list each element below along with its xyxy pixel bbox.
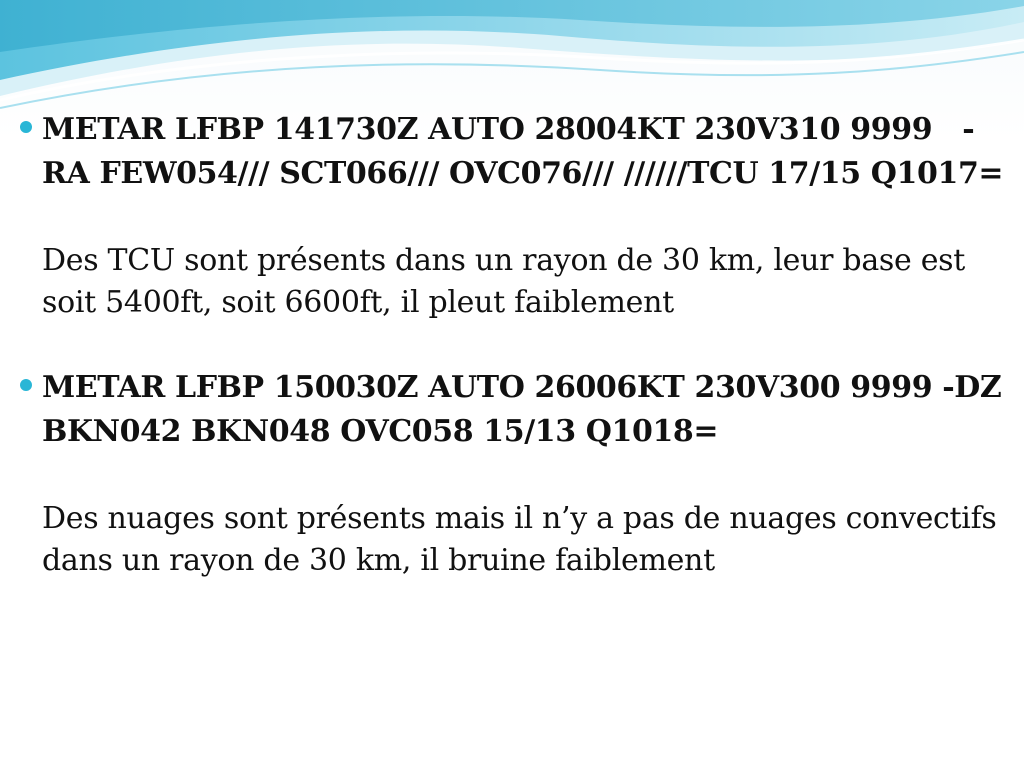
metar-code: METAR LFBP 141730Z AUTO 28004KT 230V310 9999 -RA FEW054/// SCT066/// OVC076/// //////TCU 17/15 Q1017= [42,112,1004,191]
content-area [18,108,1012,582]
metar-explanation: Des nuages sont présents mais il n’y a pas de nuages convectifs dans un rayon de 30 km, il bruine faiblement [42,501,997,578]
bullet-item-1 [18,108,1008,324]
metar-code: METAR LFBP 150030Z AUTO 26006KT 230V300 9999 -DZ BKN042 BKN048 OVC058 15/13 Q1018= [42,370,1012,449]
bullet-dot [20,379,32,391]
metar-explanation: Des TCU sont présents dans un rayon de 30 km, leur base est soit 5400ft, soit 6600ft, il pleut faiblement [42,243,965,320]
bullet-dot [20,121,32,133]
header-wave-decoration [0,0,1024,120]
bullet-item-2 [18,366,1012,582]
